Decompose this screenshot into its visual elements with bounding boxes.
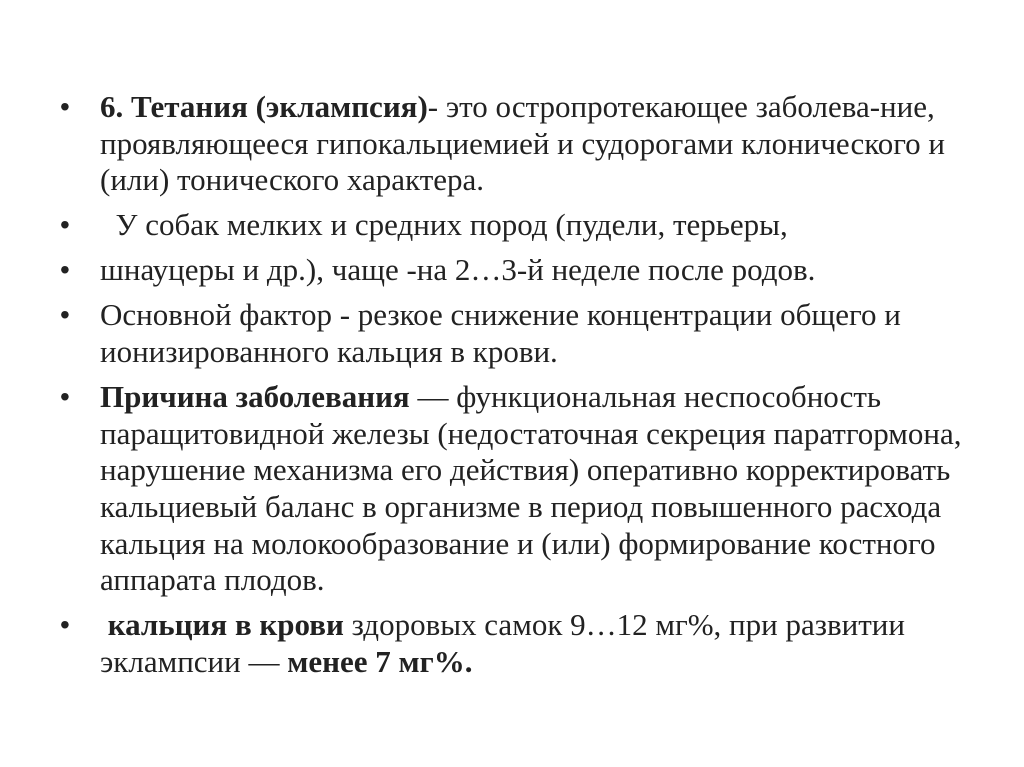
bullet-item-breeds	[60, 207, 980, 244]
bullet-dot-icon: •	[60, 381, 70, 413]
bullet-text: — функциональная неспособность паращитовидной железы (недостаточная секреция паратгормона, нарушение механизма его действия) оперативно корректировать кальциевый баланс в организме в период повышенного расхода кальция на молокообразование и (или) формирование костного аппарата плодов.	[100, 379, 962, 598]
bullet-term: кальция в крови	[107, 607, 344, 643]
bullet-item-timing	[60, 252, 980, 289]
bullet-dot-icon: •	[60, 209, 70, 241]
bullet-term: Причина заболевания	[100, 379, 410, 415]
bullet-dot-icon: •	[60, 91, 70, 122]
bullet-item-cause	[60, 379, 980, 599]
bullet-dot-icon: •	[60, 254, 70, 286]
bullet-dot-icon: •	[60, 299, 70, 331]
bullet-text: шнауцеры и др.), чаще -на 2…3-й неделе после родов.	[100, 252, 816, 288]
bullet-list	[60, 89, 980, 689]
bullet-item-calcium-level	[60, 607, 980, 680]
bullet-item-tetany	[60, 89, 980, 199]
bullet-term-end: менее 7 мг%.	[287, 643, 473, 679]
bullet-text: здоровых самок 9…12 мг%, при развитии эклампсии —	[100, 607, 905, 679]
bullet-text: У собак мелких и средних пород (пудели, терьеры,	[107, 207, 788, 243]
bullet-dot-icon: •	[60, 609, 70, 641]
bullet-item-main-factor	[60, 297, 980, 370]
bullet-text: - это остропротекающее заболева-ние, проявляющееся гипокальциемией и судорогами клонического и (или) тонического характера.	[100, 89, 945, 198]
bullet-term: 6. Тетания (эклампсия)	[100, 89, 428, 124]
bullet-text: Основной фактор - резкое снижение концентрации общего и ионизированного кальция в крови.	[100, 297, 901, 370]
